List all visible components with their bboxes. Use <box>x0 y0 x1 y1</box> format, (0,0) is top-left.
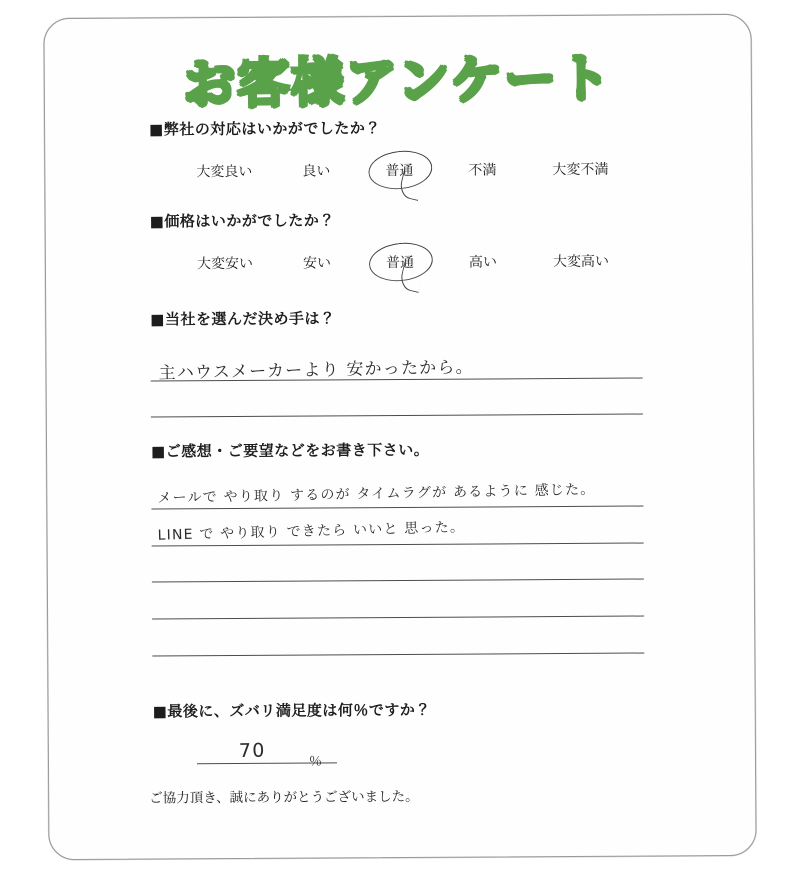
answer-rule-reason-2 <box>151 414 643 418</box>
answer-rule-comments-5 <box>152 653 644 657</box>
page-title: お客様アンケート <box>182 48 613 116</box>
question-label-satisfaction: ■最後に、ズバリ満足度は何％ですか？ <box>152 700 431 721</box>
answer-text-comments-1[interactable]: メールで やり取り するのが タイムラグが あるように 感じた。 <box>157 481 596 507</box>
option-price-4[interactable]: 大変高い <box>552 253 609 271</box>
question-label-service: ■弊社の対応はいかがでしたか？ <box>149 119 381 139</box>
option-service-3[interactable]: 不満 <box>468 162 497 179</box>
option-service-2[interactable] <box>369 160 429 180</box>
option-price-2[interactable] <box>370 252 430 272</box>
handwritten-circle-tail-service <box>398 170 425 201</box>
closing-note: ご協力頂き、誠にありがとうございました。 <box>149 788 419 807</box>
answer-text-comments-2[interactable]: LINE で やり取り できたら いいと 思った。 <box>157 519 466 544</box>
options-price[interactable] <box>186 251 626 274</box>
survey-sheet <box>43 14 756 860</box>
percent-symbol: ％ <box>308 754 323 770</box>
answer-text-reason-1[interactable]: 主ハウスメーカーより 安かったから。 <box>158 357 474 384</box>
question-label-price: ■価格はいかがでしたか？ <box>149 211 335 231</box>
option-price-3[interactable]: 高い <box>468 254 497 271</box>
answer-rule-comments-3 <box>152 579 644 583</box>
answer-text-satisfaction[interactable]: 70 <box>238 739 266 763</box>
option-price-2-label: 普通 <box>385 254 414 272</box>
options-service[interactable] <box>185 159 625 182</box>
question-label-reason: ■当社を選んだ決め手は？ <box>150 309 336 329</box>
option-service-4[interactable]: 大変不満 <box>552 161 609 179</box>
option-service-2-label: 普通 <box>385 162 414 180</box>
option-price-0[interactable]: 大変安い <box>196 255 253 273</box>
handwritten-circle-tail-price <box>398 262 425 293</box>
question-label-comments: ■ご感想・ご要望などをお書き下さい。 <box>151 440 430 461</box>
option-service-1[interactable]: 良い <box>302 163 331 180</box>
answer-rule-comments-2 <box>152 543 644 547</box>
answer-rule-comments-4 <box>152 616 644 620</box>
survey-sheet-content <box>44 15 755 859</box>
option-price-1[interactable]: 安い <box>302 255 331 272</box>
option-service-0[interactable]: 大変良い <box>196 163 253 181</box>
